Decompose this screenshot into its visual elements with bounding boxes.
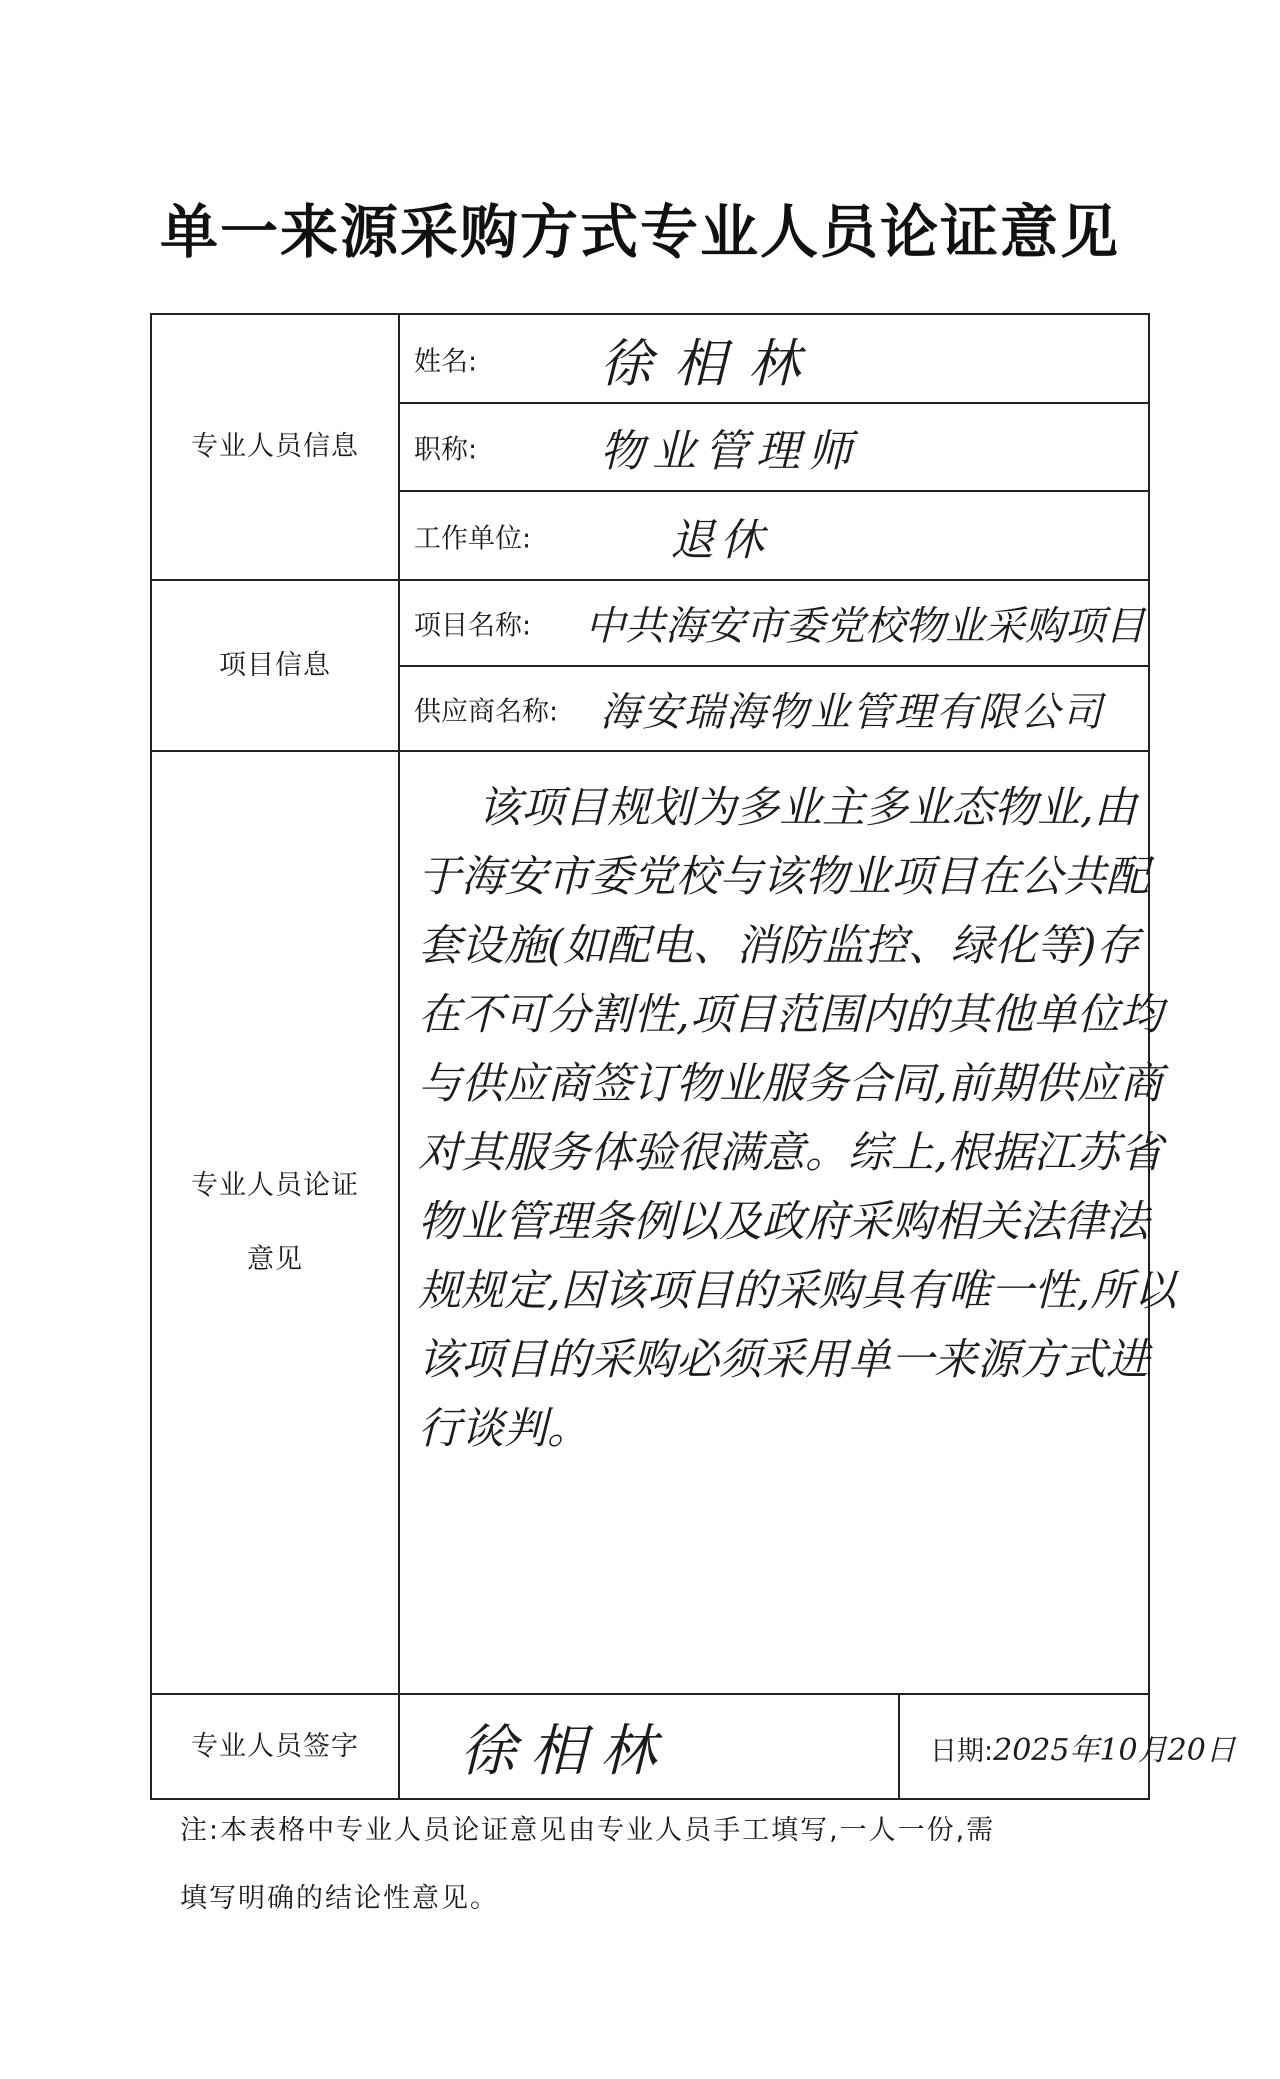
title-row <box>399 403 1149 491</box>
employer-value: 退休 <box>670 514 770 566</box>
date-label: 日期: <box>930 1735 994 1767</box>
name-row <box>399 314 1149 403</box>
title-label: 职称: <box>414 434 478 466</box>
project-info-section-label <box>151 580 399 751</box>
project-name-value: 中共海安市委党校物业采购项目 <box>585 603 1145 650</box>
name-label: 姓名: <box>414 346 478 377</box>
employer-row <box>399 491 1149 580</box>
date-wrapper <box>930 1725 1236 1769</box>
date-value: 2025年10月20日 <box>993 1732 1236 1768</box>
title-value: 物业管理师 <box>600 426 860 477</box>
page-title: 单一来源采购方式专业人员论证意见 <box>159 198 1120 266</box>
opinion-section-label <box>151 751 399 1694</box>
signature-value: 徐相林 <box>460 1718 670 1784</box>
employer-label: 工作单位: <box>414 523 532 554</box>
signature-cell <box>399 1694 899 1799</box>
project-info-label: 项目信息 <box>219 649 331 681</box>
supplier-row <box>399 666 1149 751</box>
opinion-text: 该项目规划为多业主多业态物业,由于海安市委党校与该物业项目在公共配套设施(如配电、消防监控、绿化等)存在不可分割性,项目范围内的其他单位均与供应商签订物业服务合同,前期供应商对其服务体验很满意。综上,根据江苏省物业管理条例以及政府采购相关法律法规规定,因该项目的采购具有唯一性,所以该项目的采购必须采用单一来源方式进行谈判。 <box>418 783 1177 1454</box>
note-line-2: 填写明确的结论性意见。 <box>180 1883 499 1914</box>
date-cell <box>899 1694 1236 1799</box>
signature-label: 专业人员签字 <box>191 1730 359 1762</box>
argumentation-form-table <box>150 313 1236 1800</box>
opinion-cell <box>399 751 1177 1694</box>
project-name-label: 项目名称: <box>414 610 532 642</box>
supplier-value: 海安瑞海物业管理有限公司 <box>600 689 1104 735</box>
personnel-info-label: 专业人员信息 <box>191 431 359 462</box>
name-value: 徐相林 <box>600 334 823 394</box>
signature-section-label <box>151 1694 399 1799</box>
opinion-label-line2: 意见 <box>247 1243 303 1275</box>
note-line-1: 注:本表格中专业人员论证意见由专业人员手工填写,一人一份,需 <box>180 1815 996 1846</box>
personnel-info-section-label <box>151 314 399 580</box>
opinion-label-line1: 专业人员论证 <box>191 1169 359 1201</box>
project-name-row <box>399 580 1149 666</box>
supplier-label: 供应商名称: <box>414 696 559 727</box>
